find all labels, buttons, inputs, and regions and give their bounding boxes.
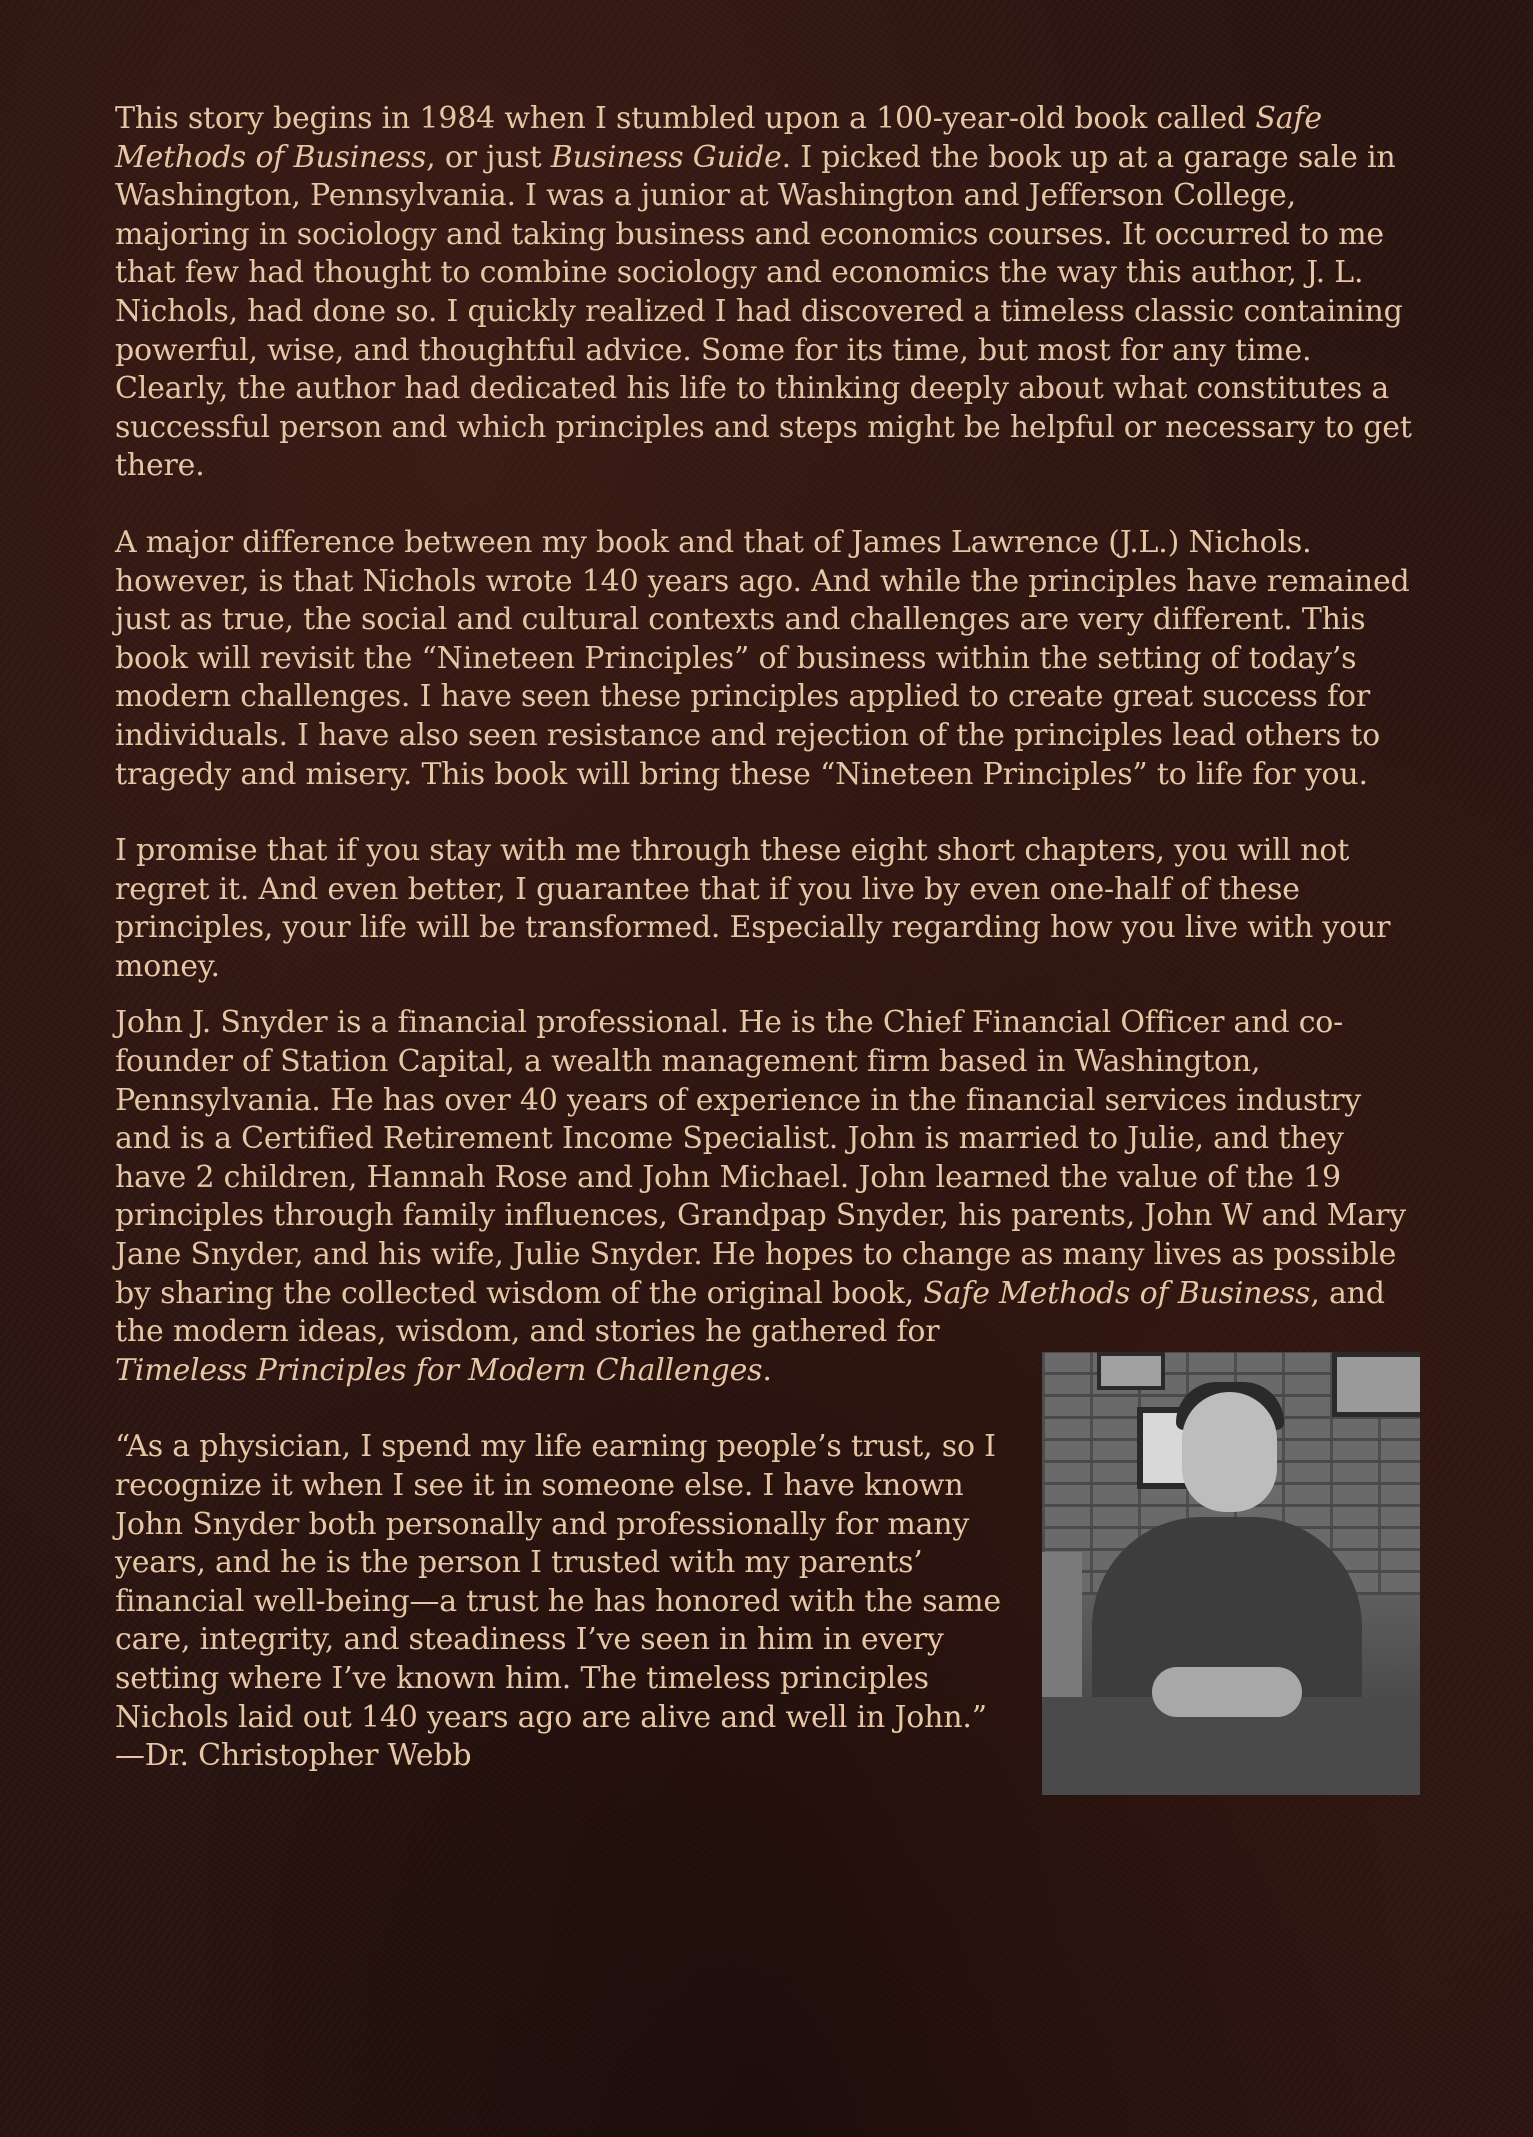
- bio-text-3: .: [762, 1352, 772, 1388]
- author-bio: [115, 1004, 1415, 1390]
- book-title-safe-methods: Safe Methods of Business: [115, 101, 1322, 175]
- bio-book-title-safe-methods: Safe Methods of Business: [923, 1275, 1311, 1311]
- intro-text-3: . I picked the book up at a garage sale in Washington, Pennsylvania. I was a junior at Washington and Jefferson College, majoring in sociology and taking business and economics courses. It occurred to me that few had thought to combine sociology and economics the way this author, J. L. Nichols, had done so. I quickly realized I had discovered a timeless classic containing powerful, wise, and thoughtful advice. Some for its time, but most for any time. Clearly, the author had dedicated his life to thinking deeply about what constitutes a successful person and which principles and steps might be helpful or necessary to get there.: [115, 139, 1412, 484]
- intro-text-2: , or just: [426, 139, 551, 175]
- testimonial-attribution: —Dr. Christopher Webb: [115, 1738, 472, 1774]
- promise-paragraph: I promise that if you stay with me through these eight short chapters, you will not regret it. And even better, I guarantee that if you live by even one-half of these principles, your life will be transformed. Especially regarding how you live with your money.: [115, 833, 1391, 984]
- difference-paragraph: A major difference between my book and that of James Lawrence (J.L.) Nichols. however, is that Nichols wrote 140 years ago. And while the principles have remained just as true, the social and cultural contexts and challenges are very different. This book will revisit the “Nineteen Principles” of business within the setting of today’s modern challenges. I have seen these principles applied to create great success for individuals. I have also seen resistance and rejection of the principles lead others to tragedy and misery. This book will bring these “Nineteen Principles” to life for you.: [115, 524, 1410, 792]
- back-cover-text: [115, 100, 1415, 1814]
- bio-text-1: John J. Snyder is a financial professional. He is the Chief Financial Officer and co-founder of Station Capital, a wealth management firm based in Washington, Pennsylvania. He has over 40 years of experience in the financial services industry and is a Certified Retirement Income Specialist. John is married to Julie, and they have 2 children, Hannah Rose and John Michael. John learned the value of the 19 principles through family influences, Grandpap Snyder, his parents, John W and Mary Jane Snyder, and his wife, Julie Snyder. He hopes to change as many lives as possible by sharing the collected wisdom of the original book,: [115, 1005, 1406, 1311]
- testimonial-quote: “As a physician, I spend my life earning people’s trust, so I recognize it when I see it in someone else. I have known John Snyder both personally and professionally for many years, and he is the person I trusted with my parents’ financial well-being—a trust he has honored with the same care, integrity, and steadiness I’ve seen in him in every setting where I’ve known him. The timeless principles Nichols laid out 140 years ago are alive and well in John.”: [115, 1429, 1001, 1735]
- intro-text-1: This story begins in 1984 when I stumbled upon a 100-year-old book called: [115, 101, 1256, 136]
- intro-paragraph: [115, 100, 1415, 486]
- bio-book-title-timeless-principles: Timeless Principles for Modern Challenges: [115, 1352, 763, 1388]
- author-bio-section: [115, 1004, 1415, 1775]
- author-photo: [1042, 1352, 1420, 1795]
- bio-text-2: , and the modern ideas, wisdom, and stories he gathered for: [115, 1275, 1385, 1350]
- book-title-business-guide: Business Guide: [550, 139, 782, 175]
